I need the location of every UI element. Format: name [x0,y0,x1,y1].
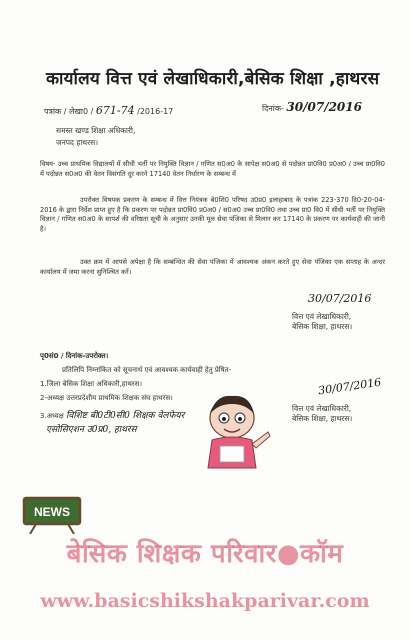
signature-block-1 [292,312,352,332]
copy-item-3-handwritten: विशिष्ट बी0टी0सी0 शिक्षक वेलफेयर [65,411,185,421]
news-badge-label: NEWS [34,505,70,519]
ref-number: 671-74 [95,104,135,117]
signature-block-2 [292,404,352,424]
copy-item-2: 2-अध्यक्ष उत्तरप्रदेशीय प्राथमिक शिक्षक संघ हाथरस। [40,394,173,402]
copy-ref-line: पृ0सं0 / दिनांक-उपरोक्त। [40,352,109,360]
signature-scribble-2: 30/07/2016 [317,375,383,398]
sign2-office: बेसिक शिक्षा, हाथरस। [292,414,353,423]
sign1-office: बेसिक शिक्षा, हाथरस। [292,322,353,331]
addressee-line-1: समस्त खण्ड शिक्षा अधिकारी, [56,126,136,135]
cartoon-mascot-icon [196,388,272,472]
office-title: कार्यालय वित्त एवं लेखाधिकारी,बेसिक शिक्षा ,हाथरस [46,69,380,89]
watermark-hindi: बेसिक शिक्षक परिवार●कॉम [66,539,344,569]
watermark-url: www.basicshikshakparivar.com [40,590,370,612]
reference-date [262,100,362,114]
date-value: 30/07/2016 [286,100,362,114]
addressee-line-2: जनपद हाथरस। [56,138,99,147]
ref-label: पत्रांक / लेखा0 / [44,107,94,116]
date-label: दिनांक- [262,104,284,113]
sign2-designation: वित्त एवं लेखाधिकारी, [292,404,352,413]
signature-scribble-1: 30/07/2016 [308,292,372,305]
copy-item-3-print: 3.अध्यक्ष [40,412,64,420]
subject-paragraph: विषय- उच्च प्राथमिक विद्यालयों में सीधी भर्ती पर नियुक्ति विज्ञान / गणित स0अ0 के सापेक्ष स0अ0 से पदोन्नत प्रा0वि0 प्र0अ0 / उच्च प्रा0वि0 में पदोन्नत स0अ0 की वेतन विसंगति दूर करने 17140 वेतन निर्धारण के सम्बन्ध में [40,160,385,178]
copy-item-1: 1.जिला बेसिक शिक्षा अधिकारी,हाथरस। [40,380,143,388]
body-paragraph-1: उपरोक्त विषयक प्रकरण के सम्बन्ध में वित्त नियंत्रक बे0शि0 परिषद उ0प्र0 इलाहाबाद के पत्रांक 223-370 दि0-20-04-2016 के द्वारा निर्देश प्राप्त हुए है कि प्रकरण पर पदोन्नत प्रा0वि0 प्र0अ0 / स0अ0 उच्च प्रा0वि0 तथा उच्च प्रा0 वि0 में सीधी भर्ती पर नियुक्ति विज्ञान / गणित स0अ0 के सापर्श की वरिष्ठता सूची के अनुसार उनकी मूल सेवा पंजिका से मिलान कर 17140 के प्रकरण पर कार्यवाही की जानी है। [40,196,385,233]
ref-year: /2016-17 [137,107,174,116]
copy-item-3 [40,408,184,421]
sign1-designation: वित्त एवं लेखाधिकारी, [292,312,352,321]
copy-item-3-handwritten-2: एसोसिएशन उ0प्र0, हाथरस [46,425,137,435]
news-badge-icon [22,494,82,534]
copy-intro: प्रतिलिपि निम्नांकित को सूचनार्थ एवं आवश्यक कार्यवाही हेतु प्रेषित- [62,366,232,374]
body-paragraph-2: उक्त क्रम में आपसे अपेक्षा है कि सम्बन्धित की सेवा पंजिका में आवश्यक अंकन करते हुए सेवा पंजिका एक सप्ताह के अन्दर कार्यालय में जमा करना सुनिश्चित करें। [40,258,385,276]
